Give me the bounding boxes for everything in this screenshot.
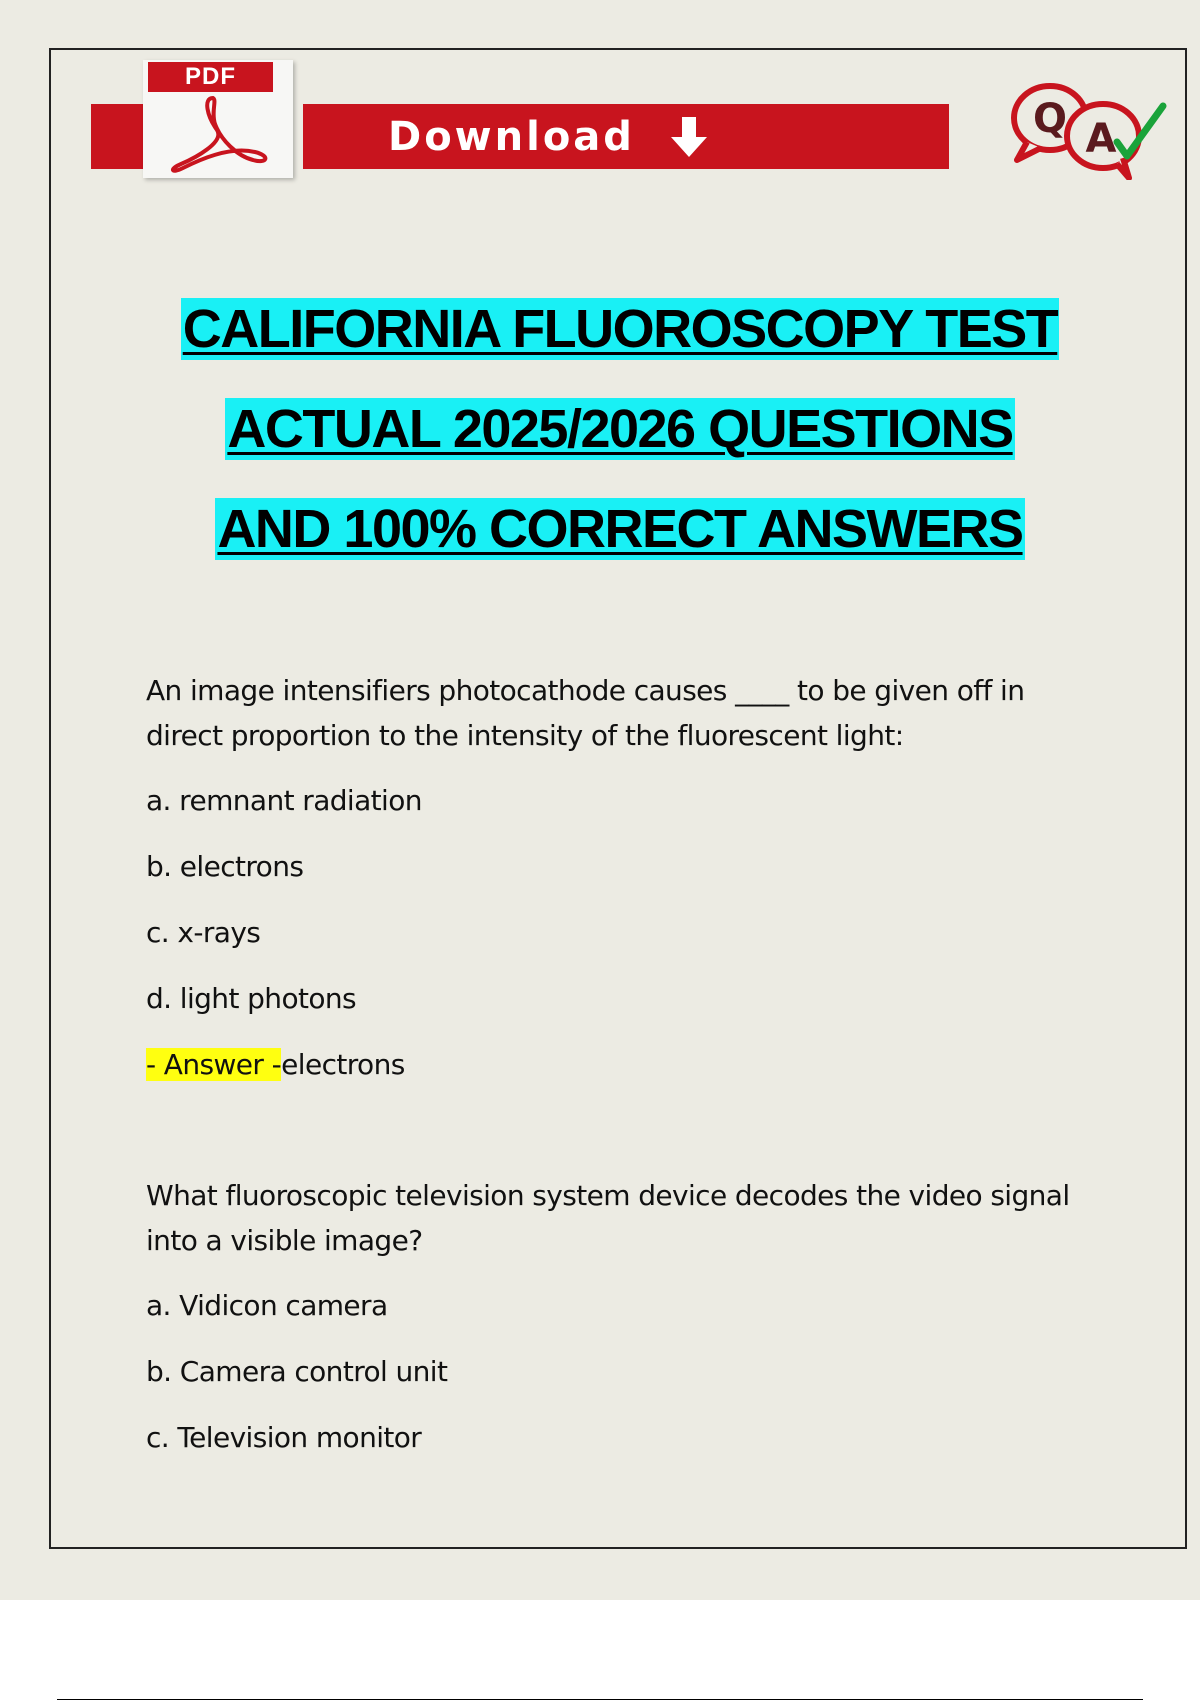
pdf-download-banner[interactable]	[91, 60, 861, 180]
download-button[interactable]	[303, 104, 949, 169]
answer-option: a. remnant radiation	[146, 784, 422, 817]
answer-option: a. Vidicon camera	[146, 1289, 388, 1322]
pdf-file-icon	[143, 60, 293, 178]
document-title	[0, 298, 1200, 598]
question-text: An image intensifiers photocathode causes ____ to be given off in direct proportion to the intensity of the fluorescent light:	[146, 674, 1025, 752]
title-line-3: AND 100% CORRECT ANSWERS	[217, 499, 1023, 559]
qa-checkmark-logo	[1005, 80, 1175, 180]
qa-logo-a: A	[1085, 116, 1117, 162]
acrobat-icon	[155, 94, 280, 174]
title-line-2: ACTUAL 2025/2026 QUESTIONS	[227, 399, 1013, 459]
qa-logo-q: Q	[1032, 96, 1068, 142]
answer-option: c. x-rays	[146, 916, 261, 949]
answer-label: - Answer -	[146, 1048, 282, 1081]
answer-value: electrons	[281, 1048, 405, 1081]
title-line-1: CALIFORNIA FLUOROSCOPY TEST	[182, 299, 1058, 359]
download-label: Download	[388, 113, 635, 160]
answer-option: b. Camera control unit	[146, 1355, 448, 1388]
question-text: What fluoroscopic television system device decodes the video signal into a visible image?	[146, 1179, 1070, 1257]
question-list	[146, 668, 1086, 1481]
pdf-tag: PDF	[148, 62, 273, 92]
question-block-1	[146, 668, 1086, 1087]
answer-option: d. light photons	[146, 982, 357, 1015]
answer-option: b. electrons	[146, 850, 304, 883]
banner-bar-left	[91, 104, 143, 169]
arrow-down-icon	[669, 115, 709, 159]
answer-option: c. Television monitor	[146, 1421, 422, 1454]
correct-answer	[146, 1042, 1086, 1087]
question-block-2	[146, 1173, 1086, 1481]
